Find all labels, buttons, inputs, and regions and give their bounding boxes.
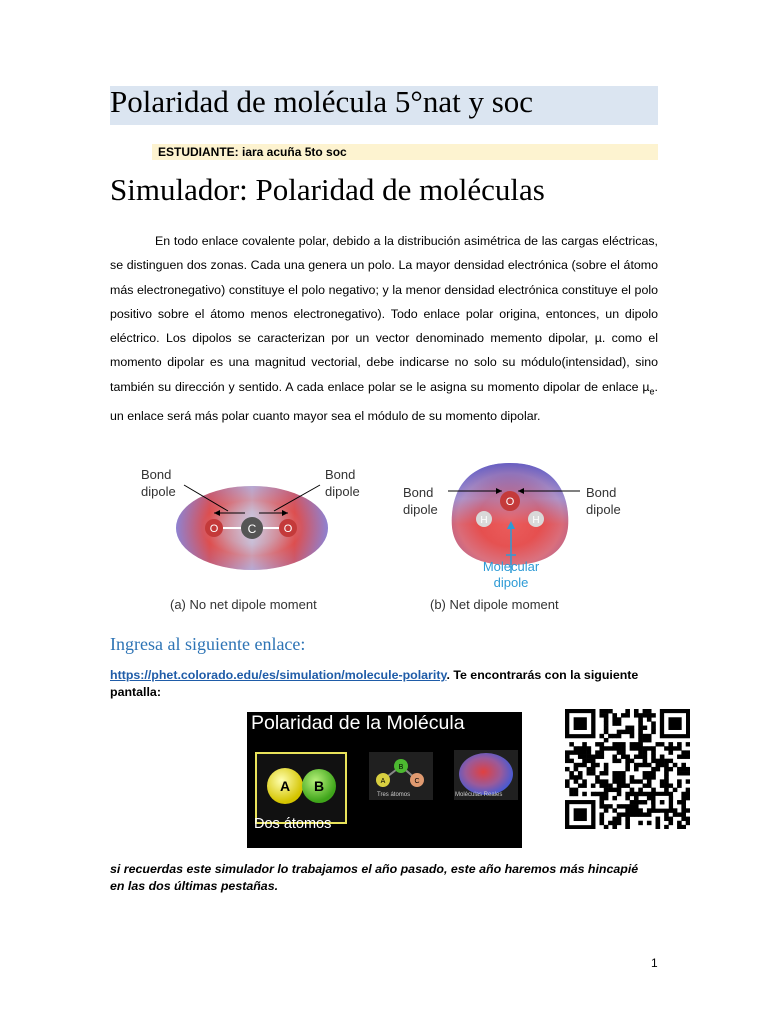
three-atom-c-label: C — [414, 778, 420, 785]
tab-three-atoms-label: Tres átomos — [377, 792, 411, 798]
link-paragraph: https://phet.colorado.edu/es/simulation/molecule-polarity. Te encontrarás con la siguiente pantalla: — [110, 668, 639, 699]
tab-real-molecules-label: Moléculas Reales — [455, 792, 503, 798]
three-atom-a-label: A — [380, 778, 386, 785]
h2o-h-right-label: H — [532, 515, 540, 526]
atom-a-label: A — [279, 778, 291, 794]
co2-left-dipole-label: dipole — [141, 484, 176, 499]
co2-o-left-label: O — [209, 523, 219, 535]
h2o-o-label: O — [505, 496, 515, 508]
page-title: Polaridad de molécula 5°nat y soc — [110, 84, 534, 119]
phet-link[interactable]: https://phet.colorado.edu/es/simulation/molecule-polarity — [110, 668, 447, 682]
h2o-right-dipole-label: dipole — [586, 502, 621, 517]
co2-caption: (a) No net dipole moment — [170, 597, 317, 612]
co2-right-bond-label: Bond — [325, 467, 356, 482]
tab-two-atoms-label: Dos átomos — [254, 816, 332, 832]
tab-two-atoms[interactable] — [255, 752, 347, 824]
co2-right-dipole-label: dipole — [325, 484, 360, 499]
h2o-left-dipole-label: dipole — [403, 502, 438, 517]
link-section-heading: Ingresa al siguiente enlace: — [110, 634, 306, 654]
simulator-title: Polaridad de la Molécula — [251, 712, 465, 734]
h2o-right-bond-label: Bond — [586, 485, 617, 500]
h2o-caption: (b) Net dipole moment — [430, 597, 559, 612]
student-label: ESTUDIANTE: iara acuña 5to soc — [158, 145, 347, 159]
qr-code-graphic — [565, 709, 690, 829]
simulator-screenshot — [247, 712, 522, 848]
co2-c-label: C — [247, 522, 257, 536]
h2o-molecular-label: Molecular — [482, 559, 540, 574]
h2o-h-left-label: H — [480, 515, 488, 526]
co2-o-right-label: O — [283, 523, 293, 535]
h2o-left-bond-label: Bond — [403, 485, 434, 500]
note-paragraph: si recuerdas este simulador lo trabajamos el año pasado, este año haremos más hincapié en las dos últimas pestañas. — [110, 862, 639, 893]
dipole-figure — [110, 455, 658, 625]
page-number: 1 — [651, 956, 658, 970]
atom-b-label: B — [313, 778, 325, 794]
h2o-molecular-dipole-label: dipole — [493, 575, 529, 590]
qr-code[interactable] — [565, 709, 690, 829]
co2-left-bond-label: Bond — [141, 467, 172, 482]
three-atom-b-label: B — [398, 764, 404, 771]
body-paragraph: En todo enlace covalente polar, debido a la distribución asimétrica de las cargas eléctricas, se distinguen dos zonas. Cada una genera un polo. La mayor densidad electrónica (sobre el átomo más electronegativo) constituye el polo negativo; y la menor densidad electrónica constituye el polo positivo sobre el átomo menos electronegativo). Todo enlace polar origina, entonces, un dipolo eléctrico. Los dipolos se caracterizan por un vector denominado memento dipolar, µ. como el momento dipolar es una magnitud vectorial, debe indicarse no solo su módulo(intensidad), sino también su dirección y sentido. A cada enlace polar se le asigna su momento dipolar de enlace µ$_e$. un enlace será más polar cuanto mayor sea el módulo de su momento dipolar. — [110, 234, 658, 423]
section-title: Simulador: Polaridad de moléculas — [110, 172, 545, 207]
